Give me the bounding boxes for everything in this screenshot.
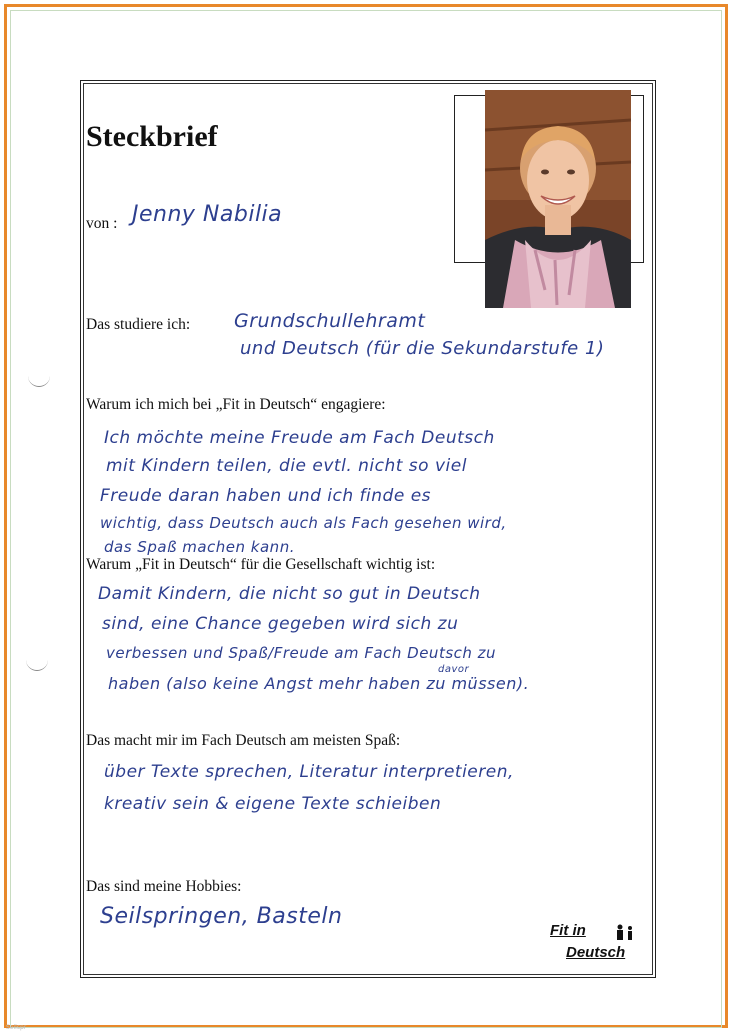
page-title: Steckbrief	[86, 120, 218, 153]
gesellschaft-line: sind, eine Chance gegeben wird sich zu	[102, 614, 459, 634]
spass-line: kreativ sein & eigene Texte schieiben	[104, 794, 442, 814]
studium-line-2: und Deutsch (für die Sekundarstufe 1)	[240, 338, 605, 359]
studium-line-1: Grundschullehramt	[234, 310, 426, 332]
studium-label: Das studiere ich:	[86, 316, 191, 333]
watermark-text: Seilspr	[6, 1024, 27, 1031]
engagement-line: das Spaß machen kann.	[104, 538, 295, 556]
name-handwritten: Jenny Nabilia	[132, 202, 283, 227]
fit-in-deutsch-logo	[548, 922, 640, 968]
logo-text-line-1: Fit in	[550, 922, 586, 939]
engagement-line: wichtig, dass Deutsch auch als Fach gesehen wird,	[100, 514, 507, 532]
gesellschaft-insertion: davor	[438, 664, 470, 675]
engagement-label: Warum ich mich bei „Fit in Deutsch“ engagiere:	[86, 396, 386, 413]
engagement-line: Freude daran haben und ich finde es	[100, 486, 432, 506]
gesellschaft-label: Warum „Fit in Deutsch“ für die Gesellschaft wichtig ist:	[86, 556, 436, 573]
portrait-photo	[485, 90, 631, 308]
gesellschaft-line: haben (also keine Angst mehr haben zu müssen).	[108, 674, 530, 693]
hobbies-handwritten: Seilspringen, Basteln	[100, 904, 343, 929]
gesellschaft-line: verbessen und Spaß/Freude am Fach Deutsch zu	[106, 644, 497, 662]
kids-icon	[614, 924, 636, 942]
hobbies-label: Das sind meine Hobbies:	[86, 878, 242, 895]
spass-label: Das macht mir im Fach Deutsch am meisten Spaß:	[86, 732, 401, 749]
gesellschaft-line: Damit Kindern, die nicht so gut in Deutsch	[98, 584, 481, 604]
von-label: von :	[86, 215, 118, 232]
engagement-line: mit Kindern teilen, die evtl. nicht so viel	[106, 456, 467, 476]
engagement-line: Ich möchte meine Freude am Fach Deutsch	[104, 428, 495, 448]
logo-text-line-2: Deutsch	[566, 944, 626, 961]
spass-line: über Texte sprechen, Literatur interpretieren,	[104, 762, 514, 782]
